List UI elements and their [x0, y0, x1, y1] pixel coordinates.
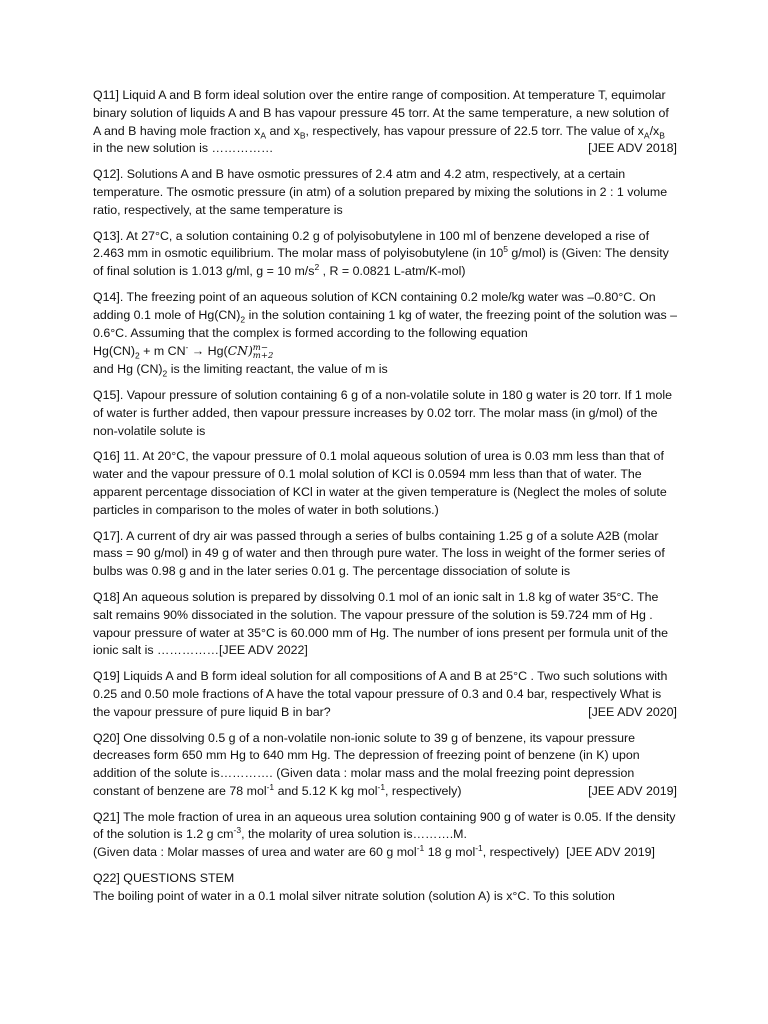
superscript: 2 [314, 262, 320, 273]
question-13-text: Q13]. At 27°C, a solution containing 0.2 g of polyisobutylene in 100 ml of benzene developed a rise of 2.463 mm in osmotic equilibrium. The molar mass of polyisobutylene (in 10 [93, 228, 650, 261]
question-21-text: Q21] The mole fraction of urea in an aqueous urea solution containing 900 g of water is 0.05. If the density of the solution is 1.2 g cm [93, 809, 676, 842]
question-19 [93, 668, 677, 721]
question-21-text: (Given data : Molar masses of urea and water are 60 g mol [93, 845, 417, 860]
question-11-text: Q11] Liquid A and B form ideal solution over the entire range of composition. At temperature T, equimolar binary solution of liquids A and B has vapour pressure 45 torr. At the same temperature, a new solution of A and B having mole fraction x [93, 88, 669, 138]
question-16: Q16] 11. At 20°C, the vapour pressure of 0.1 molal aqueous solution of urea is 0.03 mm less than that of water and the vapour pressure of 0.1 molal solution of KCl is 0.0594 mm less than that of water. The apparent percentage dissociation of KCl in water at the given temperature is (Neglect the moles of solute particles in comparison to the moles of water in both solutions.) [93, 449, 667, 517]
question-21-text: , respectively) [482, 845, 560, 860]
equation-text: → Hg( [188, 344, 228, 359]
question-13 [93, 228, 677, 281]
question-22 [93, 870, 677, 906]
question-13-text: g/mol) is (Given: The density of final solution is 1.013 g/ml, g = 10 m/s [93, 246, 669, 279]
question-20-source: [JEE ADV 2019] [588, 783, 677, 798]
question-14-text: in the solution containing 1 kg of water, the freezing point of the solution was –0.6°C. Assuming that the complex is formed according to the following equation [93, 307, 678, 340]
subscript: 2 [240, 314, 246, 325]
superscript: -1 [475, 843, 483, 854]
equation-text: ) [247, 343, 253, 359]
question-20-text: , respectively) [385, 783, 462, 798]
question-21-text: 18 g mol [424, 845, 476, 860]
question-21 [93, 809, 677, 862]
superscript: -1 [266, 781, 275, 792]
question-18: Q18] An aqueous solution is prepared by dissolving 0.1 mol of an ionic salt in 1.8 kg of water 35°C. The salt remains 90% dissociated in the solution. The vapour pressure of the solution is 59.724 mm of Hg . vapour pressure of water at 35°C is 60.000 mm of Hg. The number of ions present per formula unit of the ionic salt is ……………[JEE ADV 2022] [93, 589, 668, 658]
question-17: Q17]. A current of dry air was passed through a series of bulbs containing 1.25 g of a solute A2B (molar mass = 90 g/mol) in 49 g of water and then through pure water. The loss in weight of the former series of bulbs was 0.98 g and in the later series 0.01 g. The percentage dissociation of solute is [93, 528, 665, 579]
superscript: -1 [416, 843, 425, 854]
subscript: 2 [135, 350, 140, 361]
question-19-source: [JEE ADV 2020] [588, 704, 677, 719]
subscript: B [299, 130, 306, 141]
question-14 [93, 289, 677, 379]
question-20-text: and 5.12 K kg mol [274, 783, 378, 798]
subscript: m+2 [252, 351, 274, 362]
document-page [93, 87, 677, 914]
question-11-text: and x [266, 123, 300, 138]
question-12: Q12]. Solutions A and B have osmotic pressures of 2.4 atm and 4.2 atm, respectively, at a certain temperature. The osmotic pressure (in atm) of a solution prepared by mixing the solutions in 2 : 1 volume ratio, respectively, at the same temperature is [93, 167, 668, 217]
equation-text: Hg(CN) [93, 344, 135, 359]
question-11 [93, 87, 677, 158]
complex-equation [93, 342, 677, 361]
question-20-text: Q20] One dissolving 0.5 g of a non-volatile non-ionic solute to 39 g of benzene, its vapour pressure decreases form 650 mm Hg to 640 mm Hg. The depression of freezing point of benzene (in K) upon addition of the solute is…………. (Given data : molar mass and the molal freezing point depression constant of benzene are 78 mol [93, 730, 640, 798]
subscript: A [643, 130, 650, 141]
question-11-text: , respectively, has vapour pressure of 22.5 torr. The value of x [305, 123, 644, 138]
superscript: 5 [503, 244, 508, 255]
question-21-text: , the molarity of urea solution is……….M. [241, 827, 467, 842]
question-14-text: and Hg (CN) [93, 362, 163, 377]
superscript: -3 [233, 825, 242, 836]
superscript: - [185, 342, 189, 353]
question-19-text: Q19] Liquids A and B form ideal solution for all compositions of A and B at 25°C . Two such solutions with 0.25 and 0.50 mole fractions of A have the total vapour pressure of 0.3 and 0.4 bar, respectively What is the vapour pressure of pure liquid B in bar? [93, 669, 668, 719]
question-21-source: [JEE ADV 2019] [566, 845, 655, 860]
question-13-text: , R = 0.0821 L-atm/K-mol) [319, 264, 466, 279]
question-22-heading: Q22] QUESTIONS STEM [93, 871, 235, 886]
question-20 [93, 730, 677, 801]
equation-indices [253, 344, 274, 360]
question-15: Q15]. Vapour pressure of solution containing 6 g of a non-volatile solute in 180 g water is 20 torr. If 1 mole of water is further added, then vapour pressure increases by 0.02 torr. The molar mass (in g/mol) of the non-volatile solute is [93, 387, 673, 438]
subscript: A [260, 130, 267, 141]
question-22-text: The boiling point of water in a 0.1 molal silver nitrate solution (solution A) is x°C. To this solution [93, 888, 615, 903]
superscript: -1 [377, 781, 386, 792]
equation-text: + m CN [139, 344, 186, 359]
question-11-source: [JEE ADV 2018] [588, 141, 677, 156]
subscript: B [659, 130, 665, 141]
equation-text: CN [227, 343, 248, 359]
question-14-text: Q14]. The freezing point of an aqueous solution of KCN containing 0.2 mole/kg water was –0.80°C. On adding 0.1 mole of Hg(CN) [93, 289, 656, 322]
question-11-text: /x [649, 123, 660, 138]
question-14-last-line [93, 361, 677, 379]
subscript: 2 [162, 368, 168, 379]
question-21-given-line [93, 844, 677, 862]
question-14-text: is the limiting reactant, the value of m is [167, 362, 388, 377]
question-11-text: in the new solution is …………… [93, 141, 274, 156]
superscript: m− [252, 343, 268, 354]
